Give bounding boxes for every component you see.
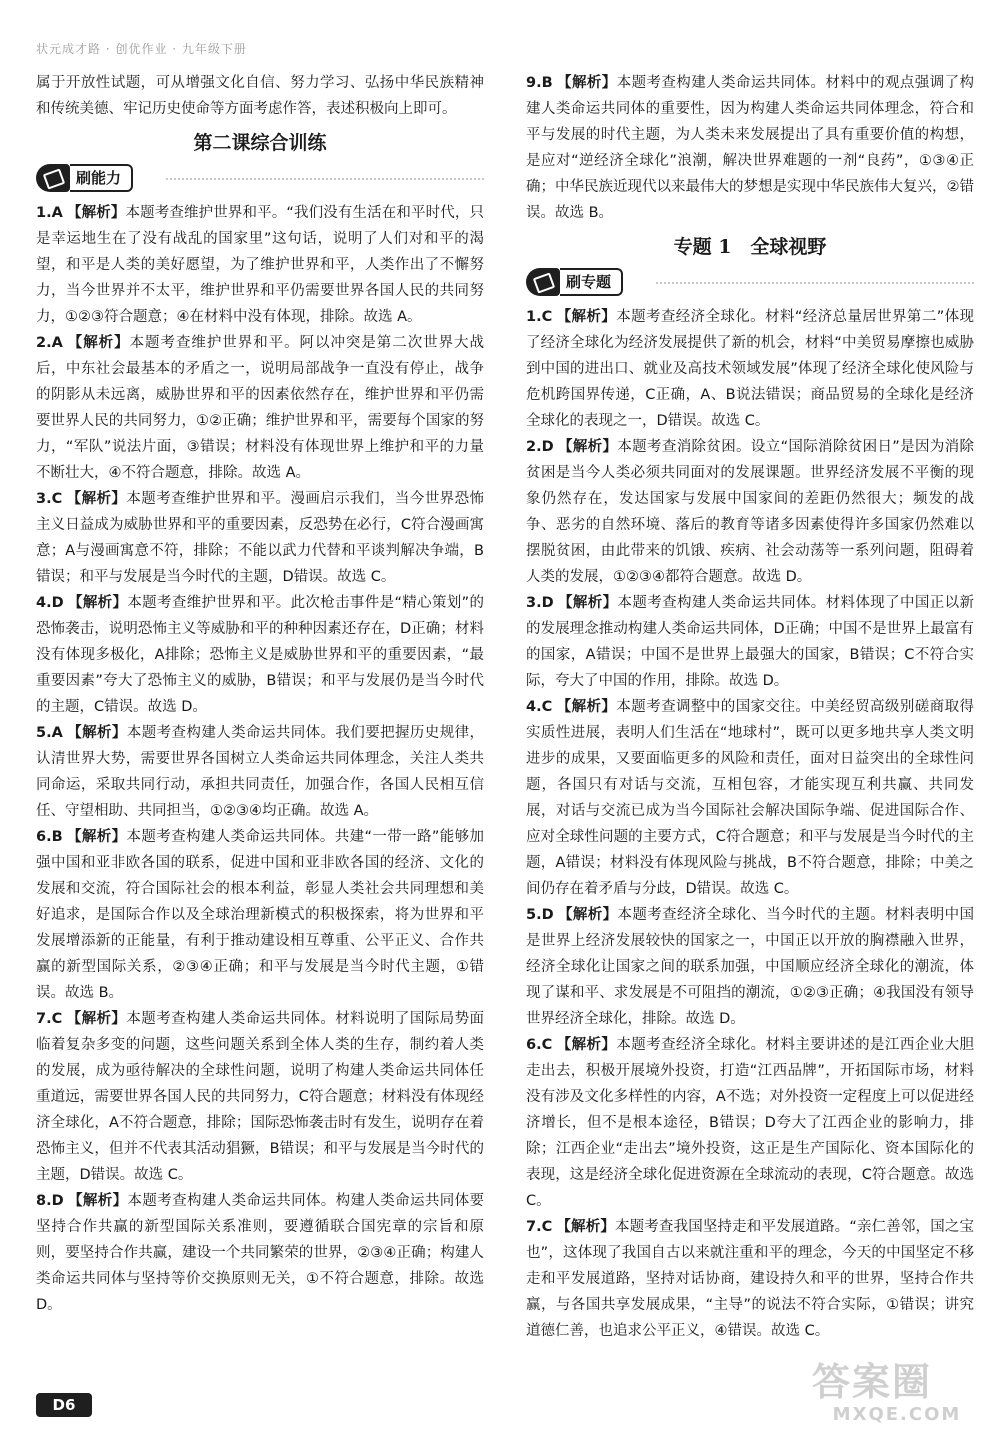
answer-item <box>36 330 484 486</box>
answer-text: 本题考查消除贫困。设立“国际消除贫困日”是因为消除贫困是当今人类必须共同面对的发展课题。世界经济发展不平衡的现象仍然存在，发达国家与发展中国家间的差距仍然很大；频发的战争、恶劣的自然环境、落后的教育等诸多因素使得许多国家仍然难以摆脱贫困，由此带来的饥饿、疾病、社会动荡等一系列问题，阻碍着人类的发展，①②③④都符合题意。故选 D。 <box>526 439 974 585</box>
answer-item <box>526 694 974 902</box>
answer-number: 4.C <box>526 699 553 715</box>
page-number: D6 <box>36 1393 92 1417</box>
answer-item <box>36 824 484 1006</box>
answer-item <box>526 1214 974 1344</box>
answer-number: 6.C <box>526 1037 553 1053</box>
answer-list-right-top <box>526 70 974 226</box>
answer-number: 2.A <box>36 335 63 351</box>
answer-number: 1.C <box>526 309 553 325</box>
analysis-tag: 【解析】 <box>557 439 618 455</box>
answer-list-left <box>36 200 484 1318</box>
answer-text: 本题考查构建人类命运共同体。材料说明了国际局势面临着复杂多变的问题，这些问题关系到全体人类的生存，制约着人类的发展，成为亟待解决的全球性问题，说明了构建人类命运共同体任重道远，需要世界各国人民的共同努力，C符合题意；材料没有体现经济全球化，A不符合题意，排除；国际恐怖袭击时有发生，说明存在着恐怖主义，但并不代表其活动猖獗，B错误；和平与发展是当今时代的主题，D错误。故选 C。 <box>36 1011 485 1183</box>
answer-number: 5.D <box>526 907 554 923</box>
analysis-tag: 【解析】 <box>67 1193 128 1209</box>
analysis-tag: 【解析】 <box>66 335 130 351</box>
answer-item <box>526 902 974 1032</box>
right-column <box>526 70 974 1344</box>
watermark-logo <box>812 1360 982 1432</box>
intro-paragraph: 属于开放性试题，可从增强文化自信、努力学习、弘扬中华民族精神和传统美德、牢记历史使命等方面考虑作答，表述积极向上即可。 <box>36 75 484 117</box>
answer-number: 7.C <box>526 1219 553 1235</box>
analysis-tag: 【解析】 <box>66 829 127 845</box>
answer-number: 3.D <box>526 595 554 611</box>
answer-item <box>36 1188 484 1318</box>
answer-item <box>526 590 974 694</box>
answer-text: 本题考查构建人类命运共同体。共建“一带一路”能够加强中国和亚非欧各国的联系，促进中国和亚非欧各国的经济、文化的发展和交流，符合国际社会的根本利益，彰显人类社会共同理想和美好追求，是国际合作以及全球治理新模式的积极探索，将为世界和平发展增添新的正能量，有利于推动建设相互尊重、公平正义、合作共赢的新型国际关系，②③④正确；和平与发展是当今时代主题，①错误。故选 B。 <box>36 829 485 1001</box>
analysis-tag: 【解析】 <box>67 595 128 611</box>
analysis-tag: 【解析】 <box>556 309 617 325</box>
answer-item <box>36 486 484 590</box>
answer-text: 本题考查调整中的国家交往。中美经贸高级别磋商取得实质性进展，表明人们生活在“地球村”，既可以更多地共享人类文明进步的成果，又要面临更多的风险和责任，面对日益突出的全球性问题，各国只有对话与交流，互相包容，才能实现互利共赢、共同发展，对话与交流已成为当今国际社会解决国际争端、促进国际合作、应对全球性问题的主要方式，C符合题意；和平与发展是当今时代的主题，A错误；材料没有体现风险与挑战，B不符合题意，排除；中美之间仍存在着矛盾与分歧，D错误。故选 C。 <box>526 699 975 897</box>
watermark-url: MXQE.COM <box>832 1404 962 1425</box>
watermark-text: 答案圈 <box>812 1360 933 1404</box>
answer-item <box>36 200 484 330</box>
answer-number: 8.D <box>36 1193 64 1209</box>
answer-number: 9.B <box>526 75 553 91</box>
answer-text: 本题考查维护世界和平。“我们没有生活在和平时代，只是幸运地生在了没有战乱的国家里”这句话，说明了人们对和平的渴望，和平是人类的美好愿望，为了维护世界和平，人类作出了不懈努力，当今世界并不太平，维护世界和平仍需要世界各国人民的共同努力，①②③符合题意；④在材料中没有体现，排除。故选 A。 <box>36 205 485 325</box>
analysis-tag: 【解析】 <box>66 725 127 741</box>
analysis-tag: 【解析】 <box>556 1037 617 1053</box>
book-icon <box>36 164 70 192</box>
left-column <box>36 70 484 1318</box>
analysis-tag: 【解析】 <box>66 491 127 507</box>
badge-ability <box>36 162 484 196</box>
analysis-tag: 【解析】 <box>556 1219 615 1235</box>
answer-number: 1.A <box>36 205 63 221</box>
answer-text: 本题考查经济全球化、当今时代的主题。材料表明中国是世界上经济发展较快的国家之一，中国正以开放的胸襟融入世界，经济全球化让国家之间的联系加强，中国顺应经济全球化的潮流，体现了谋和平、求发展是不可阻挡的潮流，①②③正确；④我国没有领导世界经济全球化，排除。故选 D。 <box>526 907 975 1027</box>
badge-topic <box>526 266 974 300</box>
answer-text: 本题考查维护世界和平。阿以冲突是第二次世界大战后，中东社会最基本的矛盾之一，说明局部战争一直没有停止，战争的阴影从未远离，威胁世界和平的因素依然存在，维护世界和平仍需要世界人民的共同努力，①②正确；维护世界和平，需要每个国家的努力，“军队”说法片面，③错误；材料没有体现世界上维护和平的力量不断壮大，④不符合题意，排除。故选 A。 <box>36 335 485 481</box>
analysis-tag: 【解析】 <box>66 1011 127 1027</box>
answer-number: 5.A <box>36 725 63 741</box>
analysis-tag: 【解析】 <box>66 205 126 221</box>
answer-item <box>526 304 974 434</box>
answer-item <box>526 434 974 590</box>
answer-text: 本题考查经济全球化。材料“经济总量居世界第二”体现了经济全球化为经济发展提供了新的机会，材料“中美贸易摩擦也威胁到中国的进出口、就业及高技术领域发展”体现了经济全球化使风险与危机跨国界传递，C正确，A、B说法错误；商品贸易的全球化是经济全球化的表现之一，D错误。故选 C。 <box>526 309 974 429</box>
analysis-tag: 【解析】 <box>557 595 618 611</box>
analysis-tag: 【解析】 <box>556 699 617 715</box>
answer-list-right <box>526 304 974 1344</box>
answer-item <box>36 590 484 720</box>
answer-item <box>526 1032 974 1214</box>
answer-text: 本题考查构建人类命运共同体。构建人类命运共同体要坚持合作共赢的新型国际关系准则，要遵循联合国宪章的宗旨和原则，要坚持合作共赢，建设一个共同繁荣的世界，②③④正确；构建人类命运共同体与坚持等价交换原则无关，①不符合题意，排除。故选 D。 <box>36 1193 485 1313</box>
answer-number: 4.D <box>36 595 64 611</box>
running-header: 状元成才路 · 创优作业 · 九年级下册 <box>36 42 247 56</box>
analysis-tag: 【解析】 <box>556 75 617 91</box>
answer-text: 本题考查经济全球化。材料主要讲述的是江西企业大胆走出去，积极开展境外投资，打造“江西品牌”，开拓国际市场，材料没有涉及文化多样性的内容，A不选；对外投资一定程度上可以促进经济增长，但不是根本途径，B错误；D夸大了江西企业的影响力，排除；江西企业“走出去”境外投资，这正是生产国际化、资本国际化的表现，这是经济全球化促进资源在全球流动的表现，C符合题意。故选 C。 <box>526 1037 975 1209</box>
answer-text: 本题考查维护世界和平。漫画启示我们，当今世界恐怖主义日益成为威胁世界和平的重要因素，反恐势在必行，C符合漫画寓意；A与漫画寓意不符，排除；不能以武力代替和平谈判解决争端，B错误；和平与发展是当今时代的主题，D错误。故选 C。 <box>36 491 485 585</box>
answer-text: 本题考查构建人类命运共同体。材料中的观点强调了构建人类命运共同体的重要性，因为构建人类命运共同体理念，符合和平与发展的时代主题，为人类未来发展提出了具有重要价值的构想，是应对“逆经济全球化”浪潮，解决世界难题的一剂“良药”，①③④正确；中华民族近现代以来最伟大的梦想是实现中华民族伟大复兴，②错误。故选 B。 <box>526 75 975 221</box>
answer-text: 本题考查构建人类命运共同体。我们要把握历史规律，认清世界大势，需要世界各国树立人类命运共同体理念，关注人类共同命运，采取共同行动，承担共同责任，加强合作，各国人民相互信任、守望相助、共同担当，①②③④均正确。故选 A。 <box>36 725 485 819</box>
answer-item <box>36 720 484 824</box>
dotted-divider <box>166 178 484 180</box>
dotted-divider <box>656 282 974 284</box>
answer-text: 本题考查维护世界和平。此次枪击事件是“精心策划”的恐怖袭击，说明恐怖主义等威胁和平的种种因素还存在，D正确；材料没有体现多极化，A排除；恐怖主义是威胁世界和平的重要因素，“最重要因素”夸大了恐怖主义的威胁，B错误；和平与发展仍是当今时代的主题，C错误。故选 D。 <box>36 595 484 715</box>
answer-item <box>36 1006 484 1188</box>
answer-number: 3.C <box>36 491 63 507</box>
badge-label: 刷能力 <box>70 164 133 192</box>
answer-text: 本题考查我国坚持走和平发展道路。“亲仁善邻，国之宝也”，这体现了我国自古以来就注重和平的理念，今天的中国坚定不移走和平发展道路，坚持对话协商，建设持久和平的世界，坚持合作共赢，与各国共享发展成果，“主导”的说法不符合实际，①错误；讲究道德仁善，也追求公平正义，④错误。故选 C。 <box>526 1219 974 1339</box>
answer-number: 2.D <box>526 439 554 455</box>
badge-label: 刷专题 <box>560 268 623 296</box>
answer-number: 6.B <box>36 829 63 845</box>
answer-text: 本题考查构建人类命运共同体。材料体现了中国正以新的发展理念推动构建人类命运共同体，D正确；中国不是世界上最富有的国家，A错误；中国不是世界上最强大的国家，B错误；C不符合实际，夸大了中国的作用，排除。故选 D。 <box>526 595 975 689</box>
book-icon <box>526 268 560 296</box>
section-title-topic1: 专题 1 全球视野 <box>673 236 827 258</box>
answer-number: 7.C <box>36 1011 63 1027</box>
analysis-tag: 【解析】 <box>557 907 618 923</box>
section-title-lesson2: 第二课综合训练 <box>193 132 327 154</box>
answer-item <box>526 70 974 226</box>
